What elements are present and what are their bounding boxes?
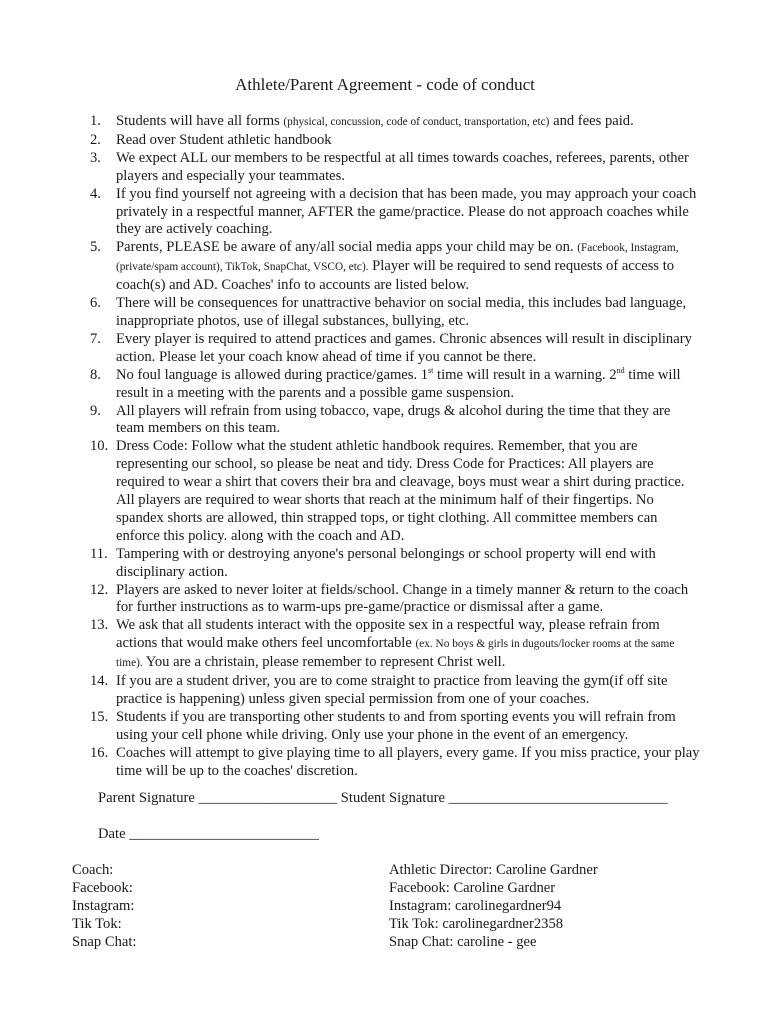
list-item: 3. We expect ALL our members to be respectful at all times towards coaches, referees, parents, other players and especially your teammates. (90, 149, 689, 184)
coach-snapchat: Snap Chat: (72, 933, 137, 950)
item-number: 15. (90, 708, 109, 725)
item-number: 8. (90, 366, 101, 383)
item-number: 16. (90, 744, 109, 761)
item-number: 1. (90, 113, 101, 129)
student-signature-line[interactable]: Student Signature ______________________________ (337, 790, 668, 806)
director-facebook: Facebook: Caroline Gardner (389, 879, 556, 896)
list-item: 1. Students will have all forms (physical, concussion, code of conduct, transportation, etc) and fees paid. (90, 113, 634, 129)
coach-tiktok: Tik Tok: (72, 915, 122, 932)
list-item: 5. Parents, PLEASE be aware of any/all social media apps your child may be on. (Facebook, Instagram, (private/spam account), TikTok, SnapChat, VSCO, etc). Player will be required to send requests of access to coach(s) and AD. Coaches' info to accounts are listed below. (90, 239, 679, 294)
coach-label: Coach: (72, 862, 114, 878)
list-item: 9. All players will refrain from using tobacco, vape, drugs & alcohol during the time that they are team members on this team. (90, 402, 671, 437)
director-name: Athletic Director: Caroline Gardner (389, 862, 598, 878)
director-instagram: Instagram: carolinegardner94 (389, 897, 562, 914)
director-snapchat: Snap Chat: caroline - gee (389, 933, 537, 950)
list-item: 2. Read over Student athletic handbook (90, 131, 332, 148)
coach-facebook: Facebook: (72, 879, 133, 896)
list-item: 6. There will be consequences for unattractive behavior on social media, this includes bad language, inappropriate photos, use of illegal substances, bullying, etc. (90, 295, 687, 329)
list-item: 12. Players are asked to never loiter at fields/school. Change in a timely manner & return to the coach for further instructions as to warm-ups pre-game/practice or dismissal after a game. (90, 581, 689, 616)
rules-list (90, 113, 700, 781)
item-number: 11. (90, 545, 108, 562)
signature-row (98, 790, 668, 807)
coach-contacts (72, 862, 136, 952)
item-number: 10. (90, 438, 109, 455)
coach-instagram: Instagram: (72, 897, 135, 914)
item-number: 3. (90, 149, 101, 166)
list-item: 11. Tampering with or destroying anyone's personal belongings or school property will end with disciplinary action. (90, 545, 656, 580)
list-item: 7. Every player is required to attend practices and games. Chronic absences will result in disciplinary action. Please let your coach know ahead of time if you cannot be there. (90, 330, 692, 365)
list-item: 14. If you are a student driver, you are to come straight to practice from leaving the gym(if off site practice is happening) unless given special permission from one of your coaches. (90, 673, 668, 707)
item-number: 2. (90, 131, 101, 148)
item-number: 12. (90, 581, 109, 598)
list-item: 4. If you find yourself not agreeing with a decision that has been made, you may approach your coach privately in a respectful manner, AFTER the game/practice. Please do not approach coaches while they are actively coaching. (90, 185, 697, 238)
list-item: 16. Coaches will attempt to give playing time to all players, every game. If you miss practice, your play time will be up to the coaches' discretion. (90, 744, 700, 779)
parent-signature-line[interactable]: Parent Signature ___________________ (98, 790, 338, 806)
document-title: Athlete/Parent Agreement - code of conduct (235, 75, 535, 94)
item-number: 4. (90, 185, 101, 202)
item-number: 13. (90, 617, 109, 634)
date-line[interactable]: Date __________________________ (98, 826, 319, 842)
list-item: 10. Dress Code: Follow what the student athletic handbook requires. Remember, that you are representing our school, so please be neat and tidy. Dress Code for Practices: All players are required to wear a shirt that covers their bra and cleavage, boys must wear a shirt during practice. All players are required to wear shorts that reach at the minimum half of their fingertips. No spandex shorts are allowed, thin strapped tops, or tight clothing. All committee members can enforce this policy. along with the coach and AD. (90, 438, 685, 544)
list-item: 8. No foul language is allowed during practice/games. 1st time will result in a warning. 2nd time will result in a meeting with the parents and a possible game suspension. (90, 365, 681, 401)
item-number: 5. (90, 239, 101, 256)
item-number: 6. (90, 295, 101, 312)
list-item: 15. Students if you are transporting other students to and from sporting events you will refrain from using your cell phone while driving. Only use your phone in the event of an emergency. (90, 708, 676, 743)
item-number: 9. (90, 402, 101, 419)
director-tiktok: Tik Tok: carolinegardner2358 (389, 915, 564, 932)
list-item: 13. We ask that all students interact with the opposite sex in a respectful way, please refrain from actions that would make others feel uncomfortable (ex. No boys & girls in dugouts/locker rooms at the same time). You are a christain, please remember to represent Christ well. (90, 617, 675, 671)
item-number: 7. (90, 330, 101, 347)
director-contacts (389, 862, 598, 952)
item-number: 14. (90, 673, 109, 690)
